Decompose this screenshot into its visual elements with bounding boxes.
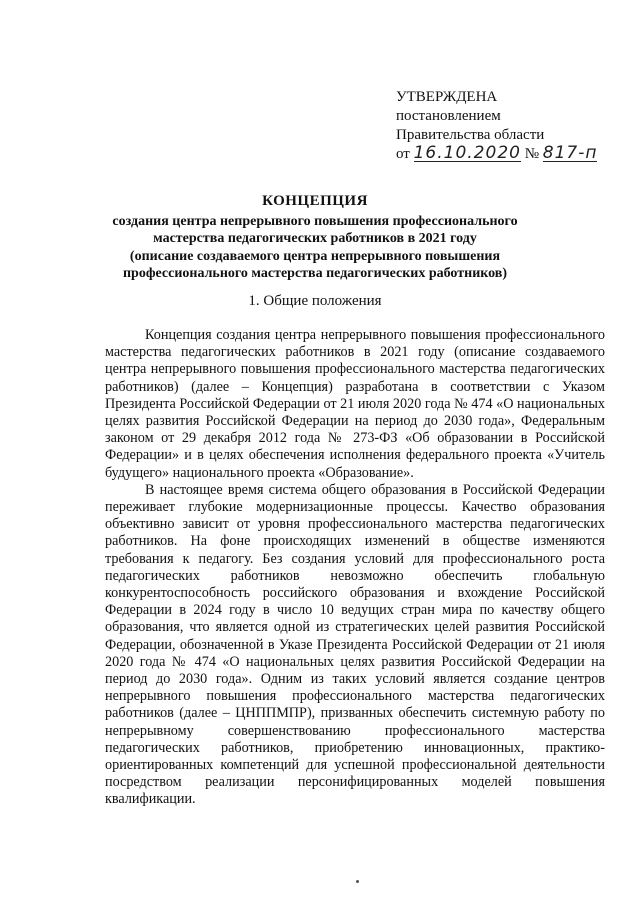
document-title [80,193,550,283]
section-heading: 1. Общие положения [248,293,382,309]
approval-block [396,88,626,164]
paragraph-1: Концепция создания центра непрерывного повышения профессионального мастерства педагогических работников в 2021 году (описание создаваемого центра непрерывного повышения профессионального мастерства педагогических работников) (далее – Концепция) разработана в соответствии с Указом Президента Российской Федерации от 21 июля 2020 года № 474 «О национальных целях развития Российской Федерации на период до 2030 года», Федеральным законом от 29 декабря 2012 года № 273-ФЗ «Об образовании в Российской Федерации» и в целях обеспечения исполнения федерального проекта «Учитель будущего» национального проекта «Образование». [105,327,605,481]
approval-from-label: от [396,146,410,162]
title-line-4: профессионального мастерства педагогических работников) [122,266,508,281]
approval-number-sign: № [524,146,540,162]
approval-date: 16.10.2020 [413,143,521,163]
paragraph-2: В настоящее время система общего образования в Российской Федерации переживает глубокие модернизационные процессы. Качество образования объективно зависит от уровня профессионального мастерства педагогических работников. На фоне происходящих изменений в обществе изменяются требования к педагогу. Без создания условий для профессионального роста педагогических работников невозможно обеспечить глобальную конкурентоспособность российского образования и вхождение Российской Федерации в 2024 году в число 10 ведущих стран мира по качеству общего образования, что является одной из стратегических целей развития Российской Федерации, обозначенной в Указе Президента Российской Федерации от 21 июля 2020 года № 474 «О национальных целях развития Российской Федерации на период до 2030 года». Одним из таких условий является создание центров непрерывного повышения профессионального мастерства педагогических работников (далее – ЦНППМПР), призванных обеспечить системную работу по непрерывному совершенствованию профессионального мастерства педагогических работников, приобретению инновационных, практико-ориентированных компетенций для успешной профессиональной деятельности посредством реализации персонифицированных моделей повышения квалификации. [105,481,605,808]
title-main: КОНЦЕПЦИЯ [262,193,368,209]
scan-speck [356,880,359,883]
title-line-3: (описание создаваемого центра непрерывного повышения [129,248,501,264]
title-line-1: создания центра непрерывного повышения профессионального [112,213,518,229]
approval-line-government: Правительства области [396,127,545,143]
approval-number: 817-п [542,143,598,163]
approval-heading: УТВЕРЖДЕНА [396,89,498,105]
approval-line-date-number [396,145,626,164]
title-line-2: мастерства педагогических работников в 2021 году [153,231,477,246]
document-body [105,327,605,809]
approval-line-resolution: постановлением [396,108,501,124]
